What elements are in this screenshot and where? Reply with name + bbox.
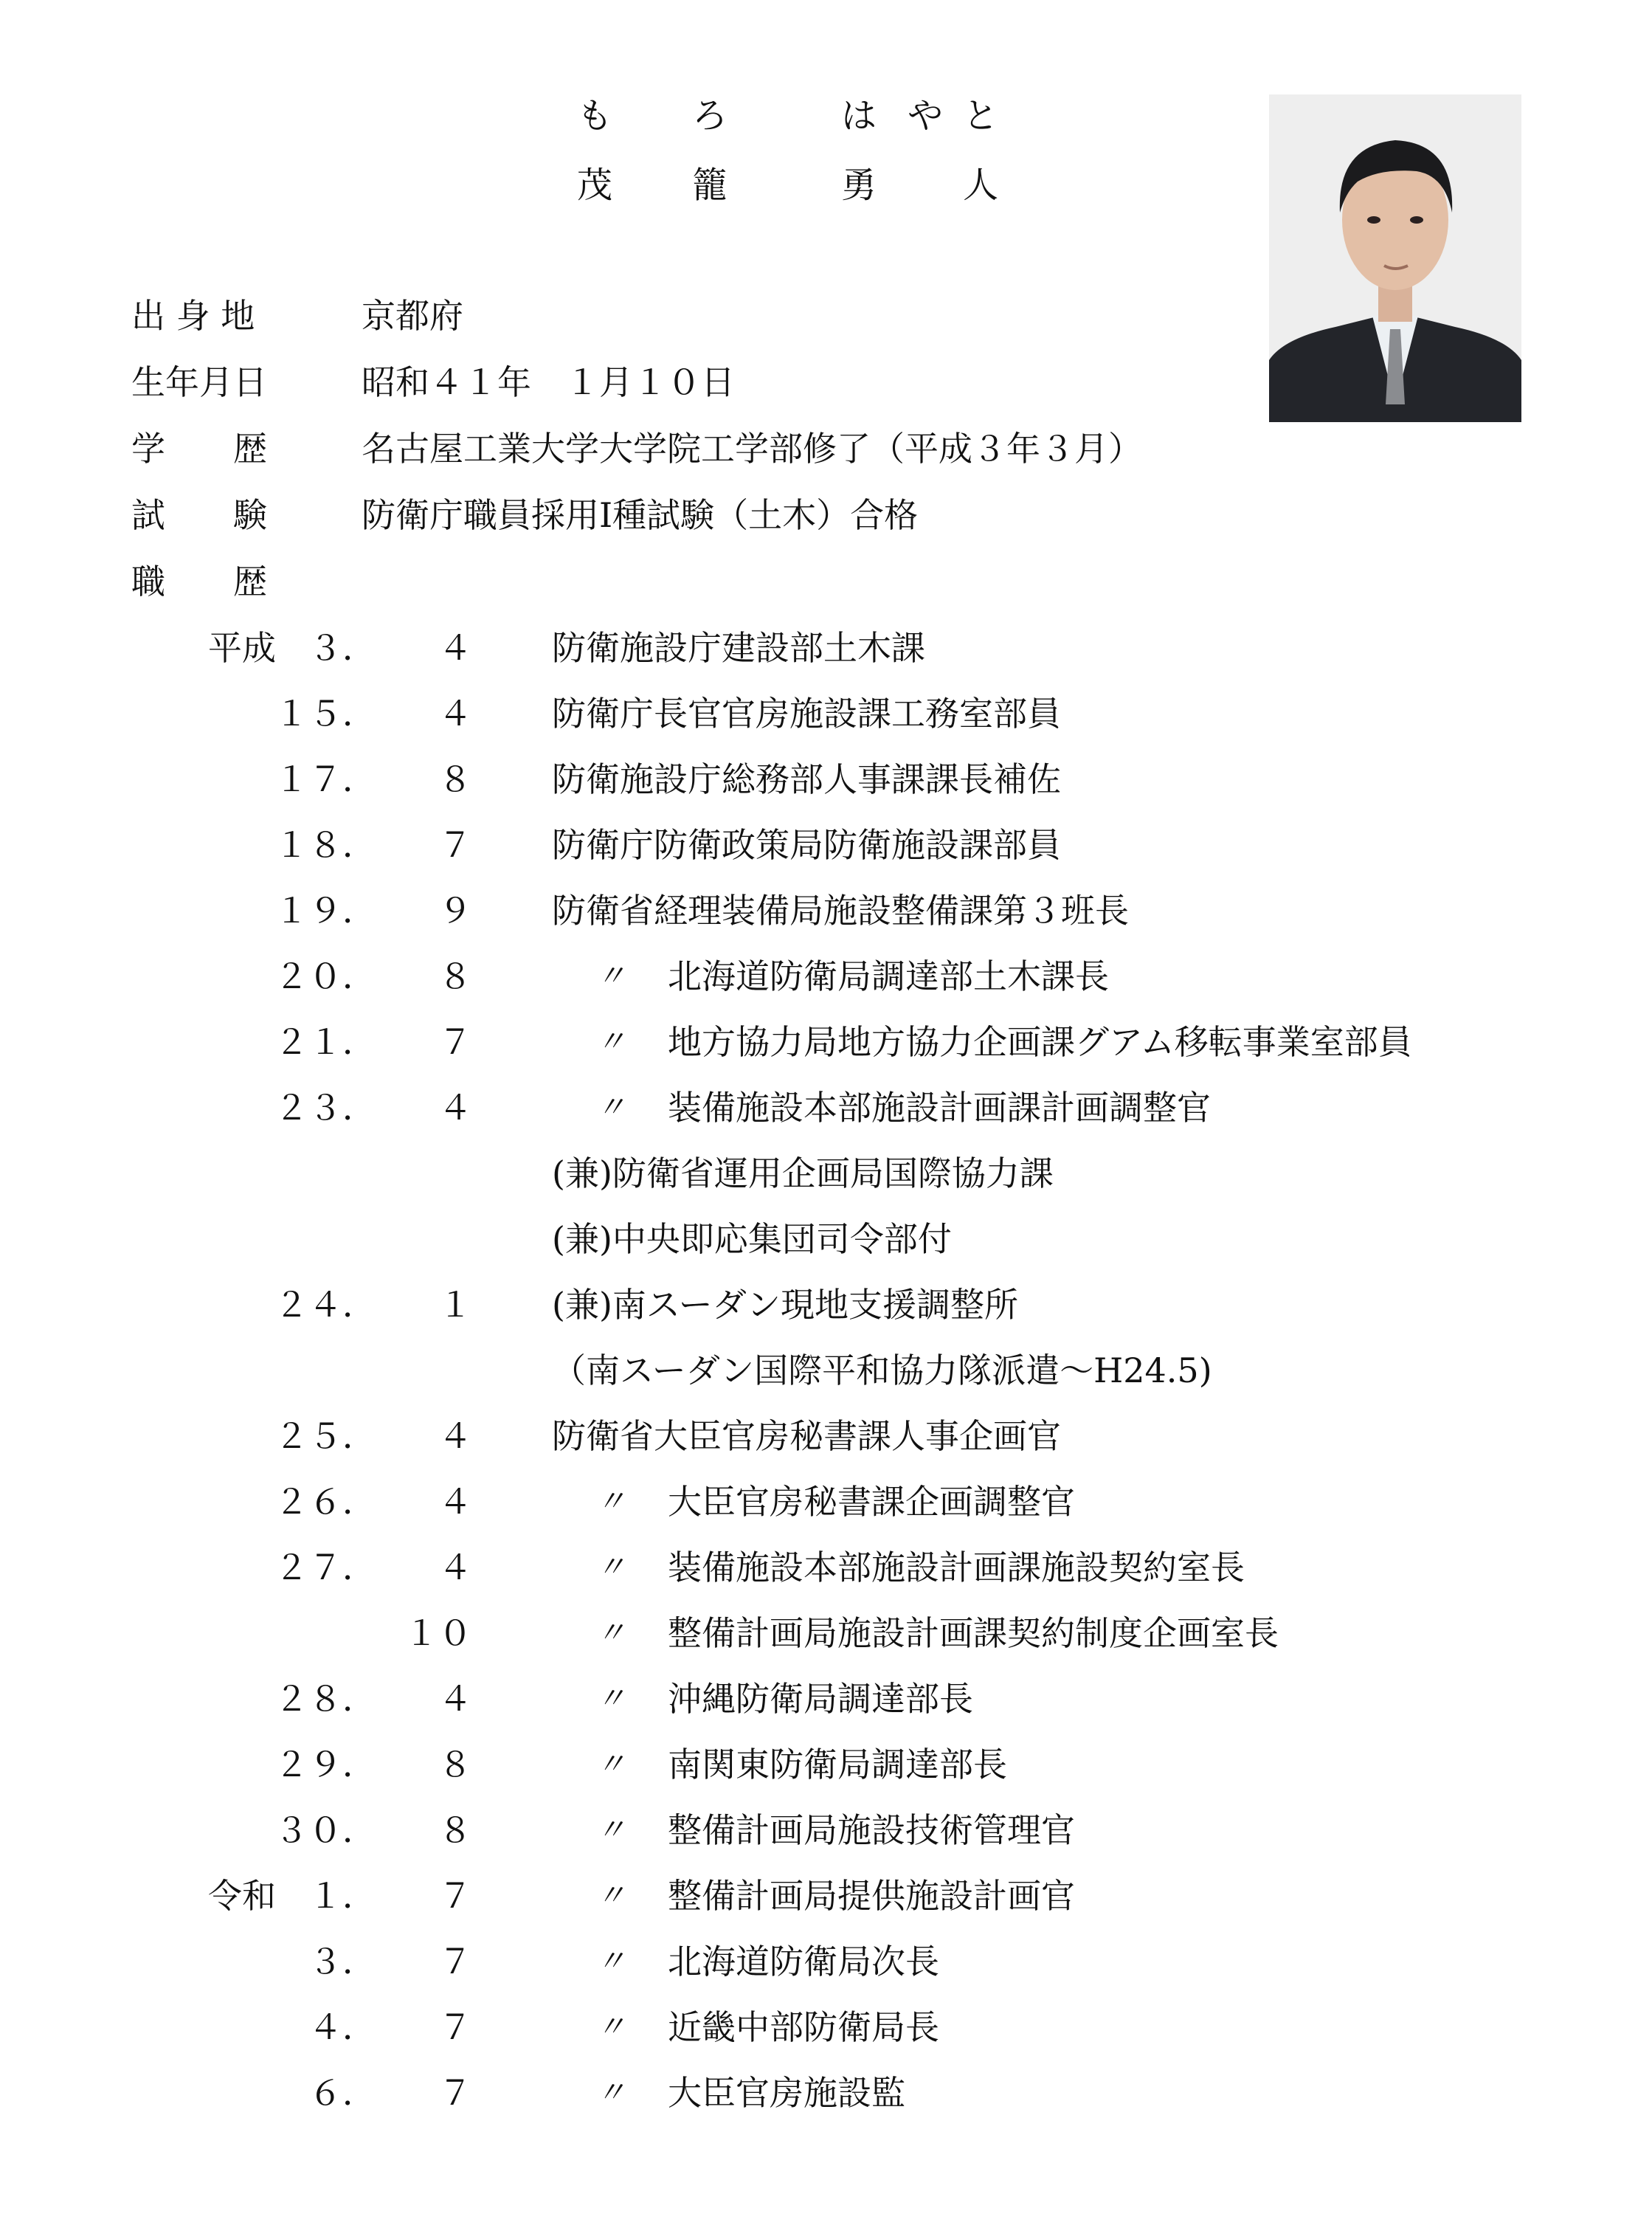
career-month: １０ bbox=[404, 1613, 472, 1653]
career-position: 防衛庁防衛政策局防衛施設課部員 bbox=[552, 825, 1061, 865]
career-month: ４ bbox=[438, 1088, 472, 1128]
career-year: ２７． bbox=[274, 1548, 376, 1587]
ditto-mark: 〃 bbox=[596, 1879, 626, 1913]
career-month: ４ bbox=[438, 1679, 472, 1719]
career-year: １． bbox=[308, 1876, 376, 1916]
birthplace-value: 京都府 bbox=[362, 296, 463, 336]
career-year: ２８． bbox=[274, 1679, 376, 1719]
education-value: 名古屋工業大学大学院工学部修了（平成３年３月） bbox=[362, 429, 1142, 469]
career-position: 南関東防衛局調達部長 bbox=[668, 1745, 1007, 1784]
name-kanji-1: 茂 bbox=[577, 165, 615, 206]
name-kana-2: ろ bbox=[692, 95, 730, 137]
career-month: ８ bbox=[438, 1810, 472, 1850]
career-position: 防衛省大臣官房秘書課人事企画官 bbox=[552, 1416, 1061, 1456]
career-year: ２４． bbox=[274, 1285, 376, 1325]
career-month: ７ bbox=[438, 1022, 472, 1062]
name-kanji-3: 勇 bbox=[841, 165, 879, 206]
name-kana-3: は bbox=[841, 95, 879, 137]
career-position: 沖縄防衛局調達部長 bbox=[668, 1679, 973, 1719]
career-year: ２６． bbox=[274, 1482, 376, 1522]
career-position: 地方協力局地方協力企画課グアム移転事業室部員 bbox=[668, 1022, 1412, 1062]
ditto-mark: 〃 bbox=[596, 959, 626, 993]
career-month: ４ bbox=[438, 1548, 472, 1587]
ditto-mark: 〃 bbox=[596, 2076, 626, 2110]
ditto-mark: 〃 bbox=[596, 1091, 626, 1125]
career-month: ７ bbox=[438, 2007, 472, 2047]
birthdate-value: 昭和４１年 １月１０日 bbox=[362, 362, 735, 402]
ditto-mark: 〃 bbox=[596, 1945, 626, 1979]
career-position: 整備計画局施設技術管理官 bbox=[668, 1810, 1075, 1850]
name-kana-4: や bbox=[908, 95, 945, 137]
career-position: 装備施設本部施設計画課計画調整官 bbox=[668, 1088, 1211, 1128]
career-month: ９ bbox=[438, 891, 472, 931]
career-position: 北海道防衛局次長 bbox=[668, 1942, 939, 1981]
ditto-mark: 〃 bbox=[596, 2010, 626, 2044]
career-month: ７ bbox=[438, 2073, 472, 2113]
career-position: 整備計画局施設計画課契約制度企画室長 bbox=[668, 1613, 1279, 1653]
exam-value: 防衛庁職員採用Ⅰ種試験（土木）合格 bbox=[362, 495, 919, 535]
career-position: (兼)中央即応集団司令部付 bbox=[552, 1219, 952, 1259]
career-position: 防衛施設庁総務部人事課課長補佐 bbox=[552, 759, 1061, 799]
career-month: ７ bbox=[438, 1942, 472, 1981]
career-month: ４ bbox=[438, 694, 472, 734]
name-kanji-4: 人 bbox=[963, 165, 1000, 206]
ditto-mark: 〃 bbox=[596, 1485, 626, 1519]
ditto-mark: 〃 bbox=[596, 1682, 626, 1716]
portrait-illustration bbox=[1269, 94, 1521, 422]
career-month: ７ bbox=[438, 825, 472, 865]
exam-label: 試 験 bbox=[131, 495, 267, 535]
career-year: ４． bbox=[308, 2007, 376, 2047]
career-month: ４ bbox=[438, 1416, 472, 1456]
birthdate-label: 生年月日 bbox=[131, 362, 267, 402]
ditto-mark: 〃 bbox=[596, 1550, 626, 1584]
career-label: 職 歴 bbox=[131, 562, 267, 601]
career-year: １５． bbox=[274, 694, 376, 734]
career-year: １７． bbox=[274, 759, 376, 799]
name-kana-5: と bbox=[963, 95, 1000, 137]
career-position: （南スーダン国際平和協力隊派遣～H24.5) bbox=[552, 1350, 1212, 1390]
career-month: ８ bbox=[438, 759, 472, 799]
ditto-mark: 〃 bbox=[596, 1025, 626, 1059]
career-position: 近畿中部防衛局長 bbox=[668, 2007, 939, 2047]
career-position: 整備計画局提供施設計画官 bbox=[668, 1876, 1075, 1916]
career-month: １ bbox=[438, 1285, 472, 1325]
career-year: ２９． bbox=[274, 1745, 376, 1784]
career-position: 防衛省経理装備局施設整備課第３班長 bbox=[552, 891, 1129, 931]
career-month: ８ bbox=[438, 956, 472, 996]
career-month: ８ bbox=[438, 1745, 472, 1784]
career-year: ３． bbox=[308, 1942, 376, 1981]
career-position: (兼)南スーダン現地支援調整所 bbox=[552, 1285, 1019, 1325]
career-month: ４ bbox=[438, 628, 472, 668]
ditto-mark: 〃 bbox=[596, 1748, 626, 1781]
career-position: (兼)防衛省運用企画局国際協力課 bbox=[552, 1153, 1054, 1193]
career-era: 令和 bbox=[208, 1876, 276, 1916]
name-kanji-2: 籠 bbox=[692, 165, 730, 206]
career-year: ３０． bbox=[274, 1810, 376, 1850]
education-label: 学 歴 bbox=[131, 429, 267, 469]
career-era: 平成 bbox=[208, 628, 276, 668]
career-year: ３． bbox=[308, 628, 376, 668]
career-year: ２５． bbox=[274, 1416, 376, 1456]
career-month: ７ bbox=[438, 1876, 472, 1916]
portrait-photo bbox=[1269, 94, 1521, 422]
career-position: 大臣官房秘書課企画調整官 bbox=[668, 1482, 1075, 1522]
career-position: 北海道防衛局調達部土木課長 bbox=[668, 956, 1109, 996]
career-position: 防衛庁長官官房施設課工務室部員 bbox=[552, 694, 1061, 734]
career-year: １８． bbox=[274, 825, 376, 865]
name-kana-1: も bbox=[577, 95, 615, 137]
ditto-mark: 〃 bbox=[596, 1813, 626, 1847]
career-position: 装備施設本部施設計画課施設契約室長 bbox=[668, 1548, 1245, 1587]
career-year: ６． bbox=[308, 2073, 376, 2113]
career-month: ４ bbox=[438, 1482, 472, 1522]
career-year: ２１． bbox=[274, 1022, 376, 1062]
ditto-mark: 〃 bbox=[596, 1616, 626, 1650]
career-year: １９． bbox=[274, 891, 376, 931]
career-year: ２３． bbox=[274, 1088, 376, 1128]
career-year: ２０． bbox=[274, 956, 376, 996]
birthplace-label: 出 身 地 bbox=[131, 296, 255, 336]
career-position: 防衛施設庁建設部土木課 bbox=[552, 628, 925, 668]
career-position: 大臣官房施設監 bbox=[668, 2073, 905, 2113]
